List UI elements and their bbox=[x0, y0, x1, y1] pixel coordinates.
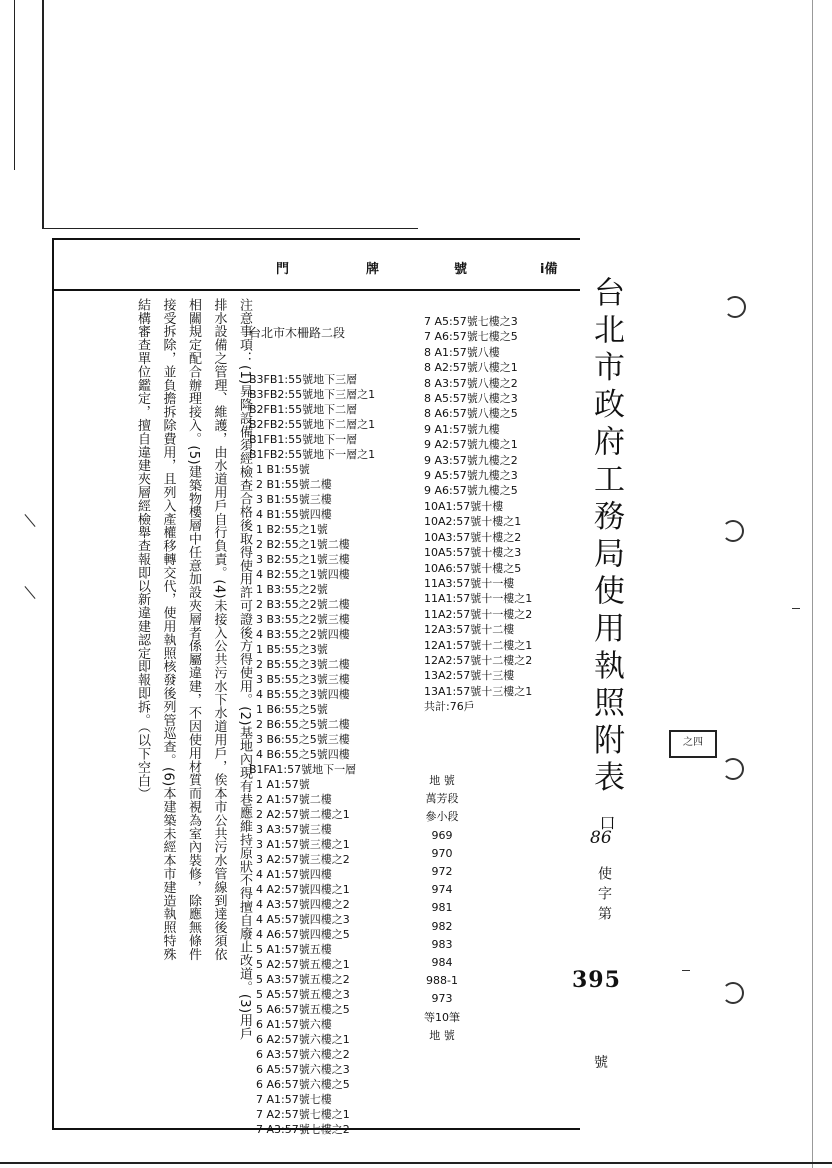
land-number: 988-1 bbox=[426, 974, 458, 988]
address-line: 2 B2:55之1號二樓 bbox=[249, 538, 350, 551]
address-line: 4 B3:55之2號四樓 bbox=[249, 628, 350, 641]
address-line: 4 A5:57號四樓之3 bbox=[249, 913, 350, 926]
address-line: 4 A3:57號四樓之2 bbox=[249, 898, 350, 911]
cert-type: 使字第 bbox=[596, 866, 612, 926]
address-line: 7 A6:57號七樓之5 bbox=[424, 330, 518, 344]
address-line: 5 A3:57號五樓之2 bbox=[249, 973, 350, 986]
address-line: 4 B6:55之5號四樓 bbox=[249, 748, 350, 761]
notes-block bbox=[120, 298, 252, 1118]
land-number: 973 bbox=[431, 992, 453, 1006]
land-number: 983 bbox=[431, 937, 453, 951]
address-line: 8 A1:57號八樓 bbox=[424, 345, 500, 359]
address-line: 10A6:57號十樓之5 bbox=[424, 561, 522, 575]
address-line: 4 B1:55號四樓 bbox=[249, 508, 332, 521]
address-line: 4 B5:55之3號四樓 bbox=[249, 688, 350, 701]
address-line: 13A1:57號十三樓之1 bbox=[424, 684, 533, 698]
address-line: 4 B2:55之1號四樓 bbox=[249, 568, 350, 581]
cert-suffix: 號 bbox=[594, 1055, 608, 1071]
address-line: 6 A1:57號六樓 bbox=[249, 1018, 332, 1031]
address-line: 11A1:57號十一樓之1 bbox=[424, 592, 533, 606]
address-lines bbox=[249, 372, 375, 1137]
scan-mark bbox=[24, 514, 35, 527]
address-line: 10A2:57號十樓之1 bbox=[424, 515, 522, 529]
address-line: 5 A5:57號五樓之3 bbox=[249, 988, 350, 1001]
land-number: 982 bbox=[431, 919, 453, 933]
land-number: 981 bbox=[431, 901, 453, 915]
address-line: 7 A2:57號七樓之1 bbox=[249, 1108, 350, 1121]
header-col-plate: 牌 bbox=[366, 262, 380, 277]
address-line: B3FB2:55號地下三層之1 bbox=[249, 388, 376, 401]
address-line: 2 B1:55號二樓 bbox=[249, 478, 332, 491]
address-line: 6 A2:57號六樓之1 bbox=[249, 1033, 350, 1046]
address-line: 6 A3:57號六樓之2 bbox=[249, 1048, 350, 1061]
land-number: 969 bbox=[431, 828, 453, 842]
address-line: 1 B2:55之1號 bbox=[249, 523, 328, 536]
address-line: 1 B5:55之3號 bbox=[249, 643, 328, 656]
binder-hole-mark bbox=[722, 520, 744, 542]
address-line: 1 B3:55之2號 bbox=[249, 583, 328, 596]
address-line: 12A3:57號十二樓 bbox=[424, 623, 515, 637]
header-col-number: 號 bbox=[454, 262, 468, 277]
address-line: 共計:76戶 bbox=[424, 700, 475, 714]
address-line: 3 A3:57號三樓 bbox=[249, 823, 332, 836]
address-line: B2FB1:55號地下二層 bbox=[249, 403, 358, 416]
address-line: 8 A5:57號八樓之3 bbox=[424, 392, 518, 406]
scan-mark bbox=[792, 608, 800, 609]
address-line: 7 A1:57號七樓 bbox=[249, 1093, 332, 1106]
cert-number: 395 bbox=[572, 967, 621, 993]
address-line: B1FA1:57號地下一層 bbox=[249, 763, 357, 776]
address-line: 9 A6:57號九樓之5 bbox=[424, 484, 518, 498]
address-line: 10A5:57號十樓之3 bbox=[424, 546, 522, 560]
binder-hole-mark bbox=[722, 982, 744, 1004]
address-list-right bbox=[424, 314, 532, 715]
street-header: 台北市木柵路二段 bbox=[249, 326, 346, 340]
scan-border-bottom bbox=[0, 1162, 832, 1164]
address-line: 2 B3:55之2號二樓 bbox=[249, 598, 350, 611]
address-list-left bbox=[249, 296, 375, 1152]
stamp-text: 之四 bbox=[683, 737, 703, 748]
note-line: 注意事項：(1)昇降設備須經檢查合格後取得使用許可證後方得使用。(2)基地內現有巷應維持原狀不得擅自廢止改道。(3)用戶 bbox=[237, 298, 252, 1041]
address-line: 9 A5:57號九樓之3 bbox=[424, 469, 518, 483]
address-line: B1FB1:55號地下一層 bbox=[249, 433, 358, 446]
land-number: 參小段 bbox=[425, 810, 459, 824]
address-line: 2 A1:57號二樓 bbox=[249, 793, 332, 806]
scan-border-left bbox=[14, 0, 15, 170]
address-line: 4 A2:57號四樓之1 bbox=[249, 883, 350, 896]
address-line: 3 B5:55之3號三樓 bbox=[249, 673, 350, 686]
address-line: B2FB2:55號地下二層之1 bbox=[249, 418, 376, 431]
address-line: 3 B1:55號三樓 bbox=[249, 493, 332, 506]
address-line: 6 A6:57號六樓之5 bbox=[249, 1078, 350, 1091]
address-line: 4 A6:57號四樓之5 bbox=[249, 928, 350, 941]
land-number: 970 bbox=[431, 846, 453, 860]
address-line: 1 A1:57號 bbox=[249, 778, 310, 791]
address-line: 12A2:57號十二樓之2 bbox=[424, 653, 533, 667]
note-line: 相關規定配合辦理接入。(5)建築物樓層中任意加設夾層者係屬違建，不因使用材質而視為室內裝修，除應無條件 bbox=[186, 298, 201, 961]
scan-border-left-2 bbox=[42, 0, 44, 228]
note-line: 結構審查單位鑑定，擅自違建夾層經檢舉查報即以新違建認定即報即拆。（以下空白） bbox=[135, 298, 150, 801]
address-line: 9 A2:57號九樓之1 bbox=[424, 438, 518, 452]
address-line: 5 A6:57號五樓之5 bbox=[249, 1003, 350, 1016]
address-line: 13A2:57號十三樓 bbox=[424, 669, 515, 683]
address-line: 11A3:57號十一樓 bbox=[424, 576, 515, 590]
header-col-remarks: i備 bbox=[540, 262, 558, 277]
address-line: B1FB2:55號地下一層之1 bbox=[249, 448, 376, 461]
address-line: 8 A6:57號八樓之5 bbox=[424, 407, 518, 421]
address-line: 3 B2:55之1號三樓 bbox=[249, 553, 350, 566]
volume-number: 86 bbox=[590, 828, 612, 848]
address-line: 10A3:57號十樓之2 bbox=[424, 530, 522, 544]
address-line: 2 B5:55之3號二樓 bbox=[249, 658, 350, 671]
address-line: 5 A1:57號五樓 bbox=[249, 943, 332, 956]
scan-border-right bbox=[812, 0, 813, 1168]
scan-mark bbox=[682, 970, 690, 971]
address-line: 8 A2:57號八樓之1 bbox=[424, 361, 518, 375]
land-number: 等10筆 bbox=[424, 1010, 460, 1024]
address-line: 1 B6:55之5號 bbox=[249, 703, 328, 716]
address-line: 10A1:57號十樓 bbox=[424, 499, 504, 513]
address-line: 7 A5:57號七樓之3 bbox=[424, 315, 518, 328]
header-divider bbox=[54, 289, 580, 291]
address-line: 12A1:57號十二樓之1 bbox=[424, 638, 533, 652]
stamp bbox=[669, 730, 717, 758]
header-col-door: 門 bbox=[276, 262, 290, 277]
scan-border-top bbox=[42, 228, 418, 229]
address-line: 3 A2:57號三樓之2 bbox=[249, 853, 350, 866]
address-line: 11A2:57號十一樓之2 bbox=[424, 607, 533, 621]
land-number: 984 bbox=[431, 956, 453, 970]
address-line: 3 A1:57號三樓之1 bbox=[249, 838, 350, 851]
address-line: 9 A1:57號九樓 bbox=[424, 422, 500, 436]
page-title bbox=[584, 276, 629, 837]
address-line: 4 A1:57號四樓 bbox=[249, 868, 332, 881]
land-header: 地 號 bbox=[429, 774, 455, 787]
land-number: 地 號 bbox=[429, 1028, 455, 1042]
note-line: 接受拆除，並負擔拆除費用，且列入產權移轉交代，使用執照核發後列管巡查。(6)本建築未經本市建造執照特殊 bbox=[160, 298, 176, 961]
address-line: 3 B6:55之5號三樓 bbox=[249, 733, 350, 746]
land-number: 972 bbox=[431, 865, 453, 879]
binder-hole-mark bbox=[722, 758, 744, 780]
binder-hole-mark bbox=[724, 296, 746, 318]
address-line: 6 A5:57號六樓之3 bbox=[249, 1063, 350, 1076]
land-number: 萬芳段 bbox=[425, 792, 459, 806]
title-suffix: 口 bbox=[597, 814, 616, 837]
address-line: 7 A3:57號七樓之2 bbox=[249, 1123, 350, 1136]
address-line: 1 B1:55號 bbox=[249, 463, 310, 476]
address-line: B3FB1:55號地下三層 bbox=[249, 373, 358, 386]
land-number: 974 bbox=[431, 883, 453, 897]
address-line: 2 B6:55之5號二樓 bbox=[249, 718, 350, 731]
address-line: 5 A2:57號五樓之1 bbox=[249, 958, 350, 971]
address-line: 8 A3:57號八樓之2 bbox=[424, 376, 518, 390]
note-line: 排水設備之管理、維護，由水道用戶自行負責。(4)未接入公共污水下水道用戶，俟本市公共污水管線到達後須依 bbox=[211, 298, 227, 961]
address-line: 2 A2:57號二樓之1 bbox=[249, 808, 350, 821]
address-line: 3 B3:55之2號三樓 bbox=[249, 613, 350, 626]
address-line: 9 A3:57號九樓之2 bbox=[424, 453, 518, 467]
title-text: 台北市政府工務局使用執照附表 bbox=[588, 276, 624, 799]
scan-mark bbox=[24, 586, 35, 599]
land-number-list bbox=[414, 772, 470, 1045]
